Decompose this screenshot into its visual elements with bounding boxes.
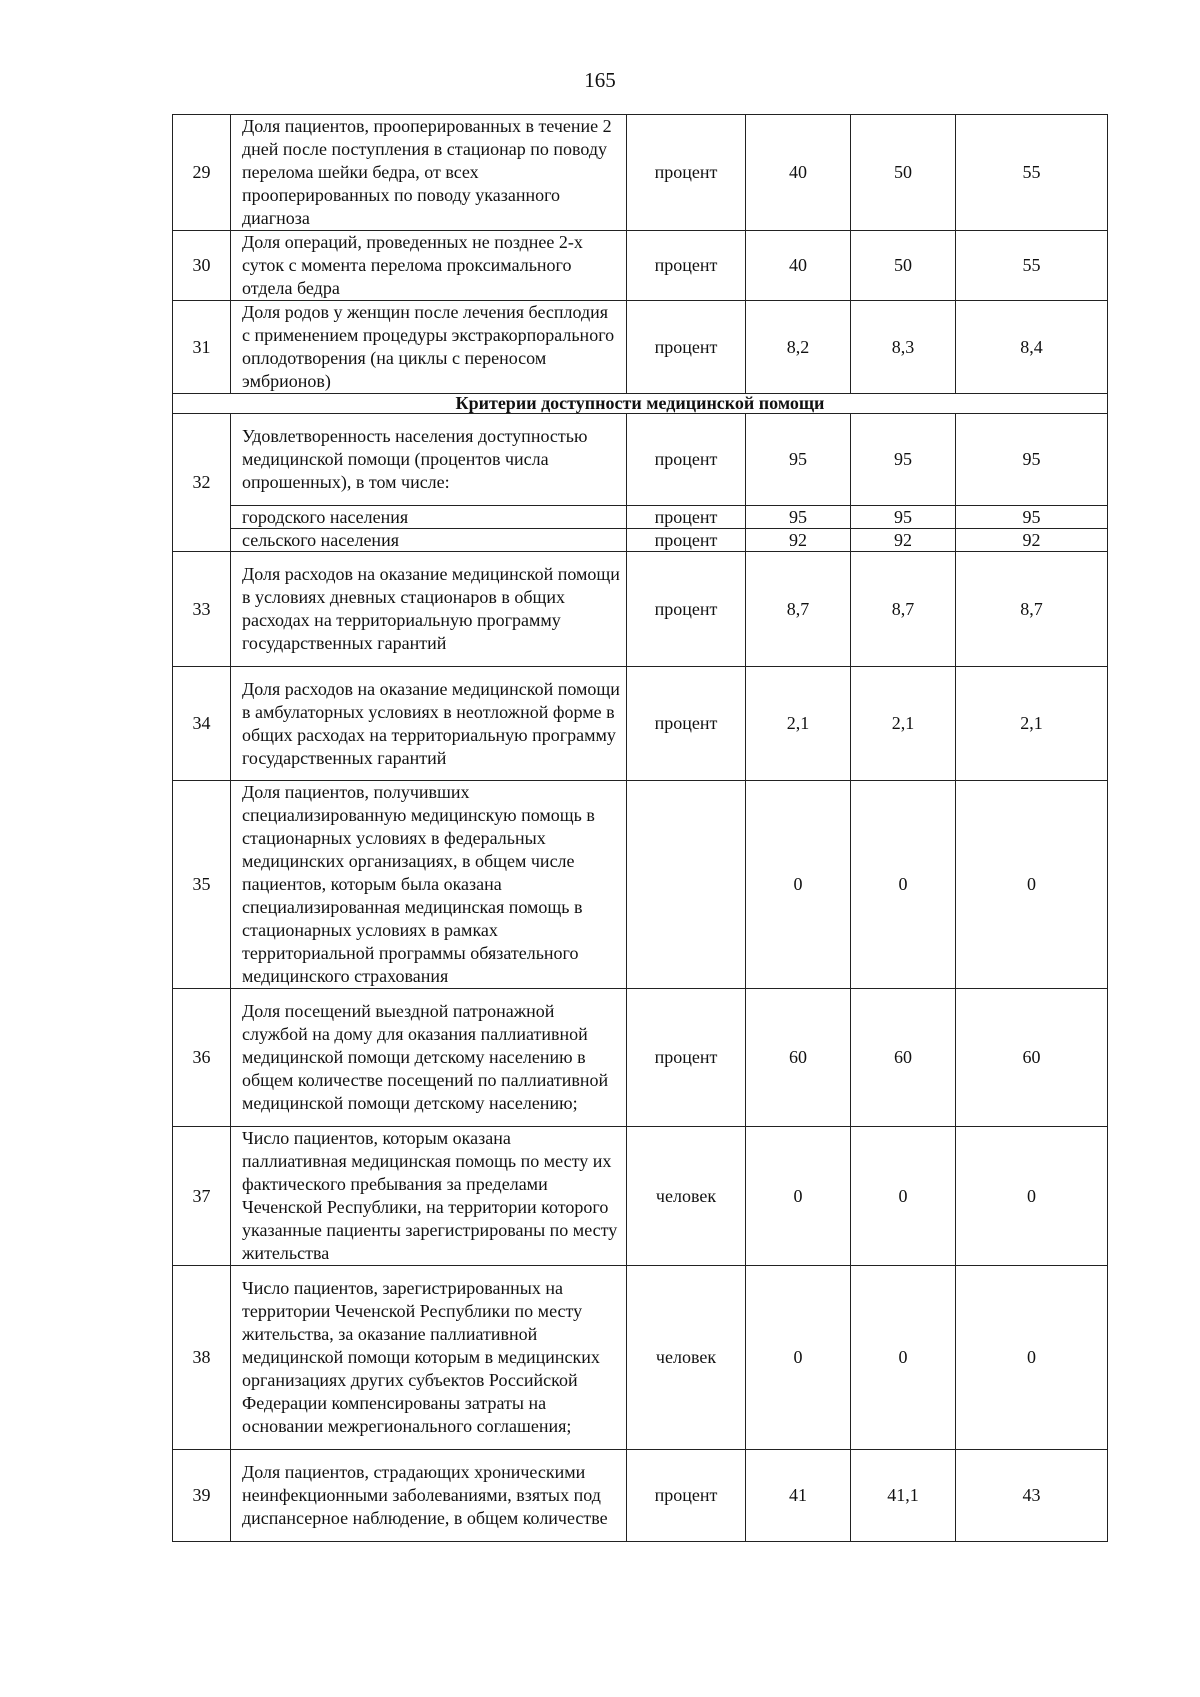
value-cell-1: 95 xyxy=(746,414,851,506)
value-cell-3: 2,1 xyxy=(956,667,1108,781)
table-row xyxy=(173,1127,1108,1266)
indicator-description: Удовлетворенность населения доступностью медицинской помощи (процентов числа опрошенных), в том числе: xyxy=(231,414,627,506)
value-cell-3: 8,4 xyxy=(956,301,1108,394)
value-cell-2: 95 xyxy=(851,414,956,506)
value-cell-2: 2,1 xyxy=(851,667,956,781)
subrow-description: городского населения xyxy=(231,506,627,529)
value-cell-3: 0 xyxy=(956,781,1108,989)
row-number: 29 xyxy=(173,115,231,231)
unit-cell xyxy=(627,781,746,989)
table-subrow xyxy=(173,529,1108,552)
indicator-description: Доля пациентов, страдающих хроническими неинфекционными заболеваниями, взятых под диспансерное наблюдение, в общем количестве xyxy=(231,1450,627,1542)
value-cell-2: 60 xyxy=(851,989,956,1127)
indicator-description: Доля пациентов, прооперированных в течение 2 дней после поступления в стационар по поводу перелома шейки бедра, от всех прооперированных по поводу указанного диагноза xyxy=(231,115,627,231)
table-row xyxy=(173,414,1108,506)
value-cell-2: 50 xyxy=(851,231,956,301)
value-cell-2: 8,7 xyxy=(851,552,956,667)
unit-cell: процент xyxy=(627,989,746,1127)
unit-cell: человек xyxy=(627,1266,746,1450)
value-cell-1: 8,7 xyxy=(746,552,851,667)
table-row xyxy=(173,667,1108,781)
value-cell-2: 0 xyxy=(851,1266,956,1450)
unit-cell: процент xyxy=(627,506,746,529)
unit-cell: человек xyxy=(627,1127,746,1266)
value-cell-1: 40 xyxy=(746,231,851,301)
row-number: 30 xyxy=(173,231,231,301)
value-cell-3: 43 xyxy=(956,1450,1108,1542)
value-cell-1: 0 xyxy=(746,781,851,989)
row-number: 38 xyxy=(173,1266,231,1450)
value-cell-3: 0 xyxy=(956,1127,1108,1266)
indicator-description: Доля операций, проведенных не позднее 2-х суток с момента перелома проксимального отдела бедра xyxy=(231,231,627,301)
table-row xyxy=(173,1450,1108,1542)
value-cell-1: 95 xyxy=(746,506,851,529)
row-32-body xyxy=(173,414,1108,552)
row-number: 36 xyxy=(173,989,231,1127)
table-row xyxy=(173,231,1108,301)
indicator-description: Доля родов у женщин после лечения бесплодия с применением процедуры экстракорпорального оплодотворения (на циклы с переносом эмбрионов) xyxy=(231,301,627,394)
value-cell-2: 50 xyxy=(851,115,956,231)
value-cell-3: 55 xyxy=(956,115,1108,231)
unit-cell: процент xyxy=(627,667,746,781)
table-row xyxy=(173,989,1108,1127)
indicator-description: Доля пациентов, получивших специализированную медицинскую помощь в стационарных условиях в федеральных медицинских организациях, в общем числе пациентов, которым была оказана специализированная медицинская помощь в стационарных условиях в рамках территориальной программы обязательного медицинского страхования xyxy=(231,781,627,989)
row-number: 32 xyxy=(173,414,231,552)
row-number: 34 xyxy=(173,667,231,781)
value-cell-1: 40 xyxy=(746,115,851,231)
value-cell-1: 92 xyxy=(746,529,851,552)
section-title: Критерии доступности медицинской помощи xyxy=(173,394,1108,414)
value-cell-3: 95 xyxy=(956,506,1108,529)
value-cell-3: 92 xyxy=(956,529,1108,552)
indicator-description: Доля расходов на оказание медицинской помощи в амбулаторных условиях в неотложной форме в общих расходах на территориальную программу государственных гарантий xyxy=(231,667,627,781)
table-subrow xyxy=(173,506,1108,529)
indicator-description: Доля расходов на оказание медицинской помощи в условиях дневных стационаров в общих расходах на территориальную программу государственных гарантий xyxy=(231,552,627,667)
value-cell-2: 0 xyxy=(851,781,956,989)
value-cell-3: 55 xyxy=(956,231,1108,301)
page-number: 165 xyxy=(584,68,616,92)
value-cell-3: 95 xyxy=(956,414,1108,506)
table-row xyxy=(173,1266,1108,1450)
value-cell-2: 41,1 xyxy=(851,1450,956,1542)
value-cell-2: 8,3 xyxy=(851,301,956,394)
value-cell-3: 60 xyxy=(956,989,1108,1127)
row-number: 31 xyxy=(173,301,231,394)
row-number: 37 xyxy=(173,1127,231,1266)
unit-cell: процент xyxy=(627,529,746,552)
table-row xyxy=(173,301,1108,394)
unit-cell: процент xyxy=(627,1450,746,1542)
table-row xyxy=(173,552,1108,667)
unit-cell: процент xyxy=(627,552,746,667)
table-row xyxy=(173,781,1108,989)
row-number: 35 xyxy=(173,781,231,989)
table-row xyxy=(173,115,1108,231)
value-cell-1: 8,2 xyxy=(746,301,851,394)
unit-cell: процент xyxy=(627,301,746,394)
value-cell-2: 0 xyxy=(851,1127,956,1266)
value-cell-1: 60 xyxy=(746,989,851,1127)
table-body-b xyxy=(173,552,1108,1542)
value-cell-2: 95 xyxy=(851,506,956,529)
row-number: 39 xyxy=(173,1450,231,1542)
value-cell-3: 8,7 xyxy=(956,552,1108,667)
value-cell-1: 0 xyxy=(746,1127,851,1266)
indicator-description: Доля посещений выездной патронажной службой на дому для оказания паллиативной медицинской помощи детскому населению в общем количестве посещений по паллиативной медицинской помощи детскому населению; xyxy=(231,989,627,1127)
row-number: 33 xyxy=(173,552,231,667)
value-cell-3: 0 xyxy=(956,1266,1108,1450)
indicator-description: Число пациентов, которым оказана паллиативная медицинская помощь по месту их фактического пребывания за пределами Чеченской Республики, на территории которого указанные пациенты зарегистрированы по месту жительства xyxy=(231,1127,627,1266)
value-cell-1: 41 xyxy=(746,1450,851,1542)
unit-cell: процент xyxy=(627,414,746,506)
subrow-description: сельского населения xyxy=(231,529,627,552)
value-cell-2: 92 xyxy=(851,529,956,552)
table-body-a xyxy=(173,115,1108,394)
unit-cell: процент xyxy=(627,231,746,301)
value-cell-1: 2,1 xyxy=(746,667,851,781)
indicators-table xyxy=(172,114,1108,1542)
section-header-row xyxy=(173,394,1108,414)
value-cell-1: 0 xyxy=(746,1266,851,1450)
unit-cell: процент xyxy=(627,115,746,231)
indicator-description: Число пациентов, зарегистрированных на территории Чеченской Республики по месту жительства, за оказание паллиативной медицинской помощи которым в медицинских организациях других субъектов Российской Федерации компенсированы затраты на основании межрегионального соглашения; xyxy=(231,1266,627,1450)
section-header-body xyxy=(173,394,1108,414)
